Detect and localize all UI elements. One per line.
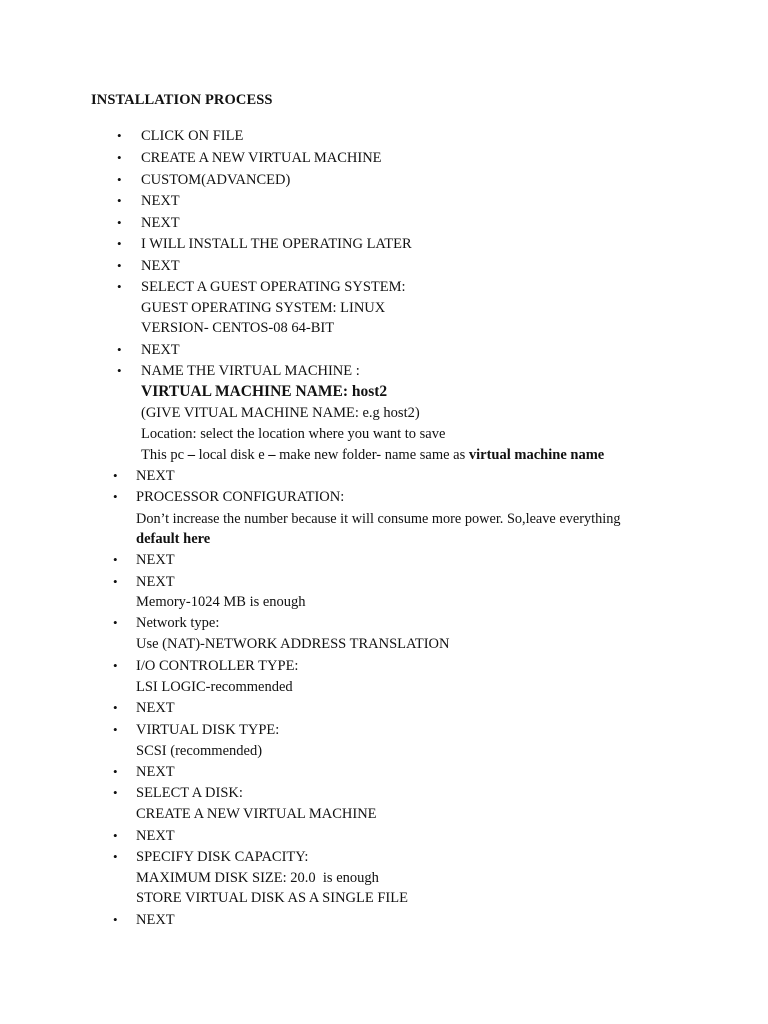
bullet-marker: •	[113, 764, 118, 779]
bullet-marker: •	[117, 193, 122, 208]
step-specify-capacity: SPECIFY DISK CAPACITY:	[136, 849, 309, 865]
step-click-file: CLICK ON FILE	[141, 128, 244, 144]
step-next: NEXT	[136, 468, 175, 484]
max-size-line: MAXIMUM DISK SIZE: 20.0 is enough	[136, 870, 379, 886]
guest-os-line: GUEST OPERATING SYSTEM: LINUX	[141, 300, 386, 316]
step-create-vm: CREATE A NEW VIRTUAL MACHINE	[141, 150, 382, 166]
bullet-marker: •	[113, 785, 118, 800]
path-line	[141, 446, 604, 464]
path-dash: –	[187, 447, 195, 463]
nat-line: Use (NAT)-NETWORK ADDRESS TRANSLATION	[136, 636, 450, 652]
step-next: NEXT	[136, 912, 175, 928]
step-processor-config: PROCESSOR CONFIGURATION:	[136, 489, 345, 505]
bullet-marker: •	[113, 912, 118, 927]
scsi-line: SCSI (recommended)	[136, 743, 263, 759]
bullet-marker: •	[113, 574, 118, 589]
bullet-marker: •	[113, 468, 118, 483]
path-make-folder: make new folder- name same as	[275, 447, 469, 463]
bullet-marker: •	[117, 342, 122, 357]
bullet-marker: •	[113, 658, 118, 673]
bullet-marker: •	[117, 236, 122, 251]
bullet-marker: •	[113, 489, 118, 504]
bullet-marker: •	[113, 615, 118, 630]
step-next: NEXT	[141, 215, 180, 231]
step-next: NEXT	[136, 764, 175, 780]
step-select-disk: SELECT A DISK:	[136, 785, 243, 801]
step-next: NEXT	[136, 700, 175, 716]
step-select-guest-os: SELECT A GUEST OPERATING SYSTEM:	[141, 279, 406, 295]
step-network-type: Network type:	[136, 615, 220, 631]
bullet-marker: •	[113, 722, 118, 737]
processor-note: Don’t increase the number because it will consume more power. So,leave everything	[136, 511, 621, 527]
path-this-pc: This pc	[141, 447, 188, 463]
step-next: NEXT	[136, 574, 175, 590]
step-name-vm: NAME THE VIRTUAL MACHINE :	[141, 363, 360, 379]
bullet-marker: •	[117, 258, 122, 273]
bullet-marker: •	[113, 552, 118, 567]
bullet-marker: •	[117, 172, 122, 187]
create-vm-line: CREATE A NEW VIRTUAL MACHINE	[136, 806, 377, 822]
location-line: Location: select the location where you want to save	[141, 426, 446, 442]
document-title: INSTALLATION PROCESS	[91, 92, 273, 108]
path-dash: –	[268, 447, 276, 463]
step-next: NEXT	[136, 552, 175, 568]
version-line: VERSION- CENTOS-08 64-BIT	[141, 320, 335, 336]
vm-name-line: VIRTUAL MACHINE NAME: host2	[141, 383, 388, 400]
bullet-marker: •	[113, 700, 118, 715]
step-next: NEXT	[136, 828, 175, 844]
bullet-marker: •	[117, 279, 122, 294]
bullet-marker: •	[117, 150, 122, 165]
bullet-marker: •	[113, 828, 118, 843]
step-io-controller: I/O CONTROLLER TYPE:	[136, 658, 299, 674]
bullet-marker: •	[117, 363, 122, 378]
bullet-marker: •	[117, 128, 122, 143]
bullet-marker: •	[113, 849, 118, 864]
step-next: NEXT	[141, 258, 180, 274]
step-custom: CUSTOM(ADVANCED)	[141, 172, 291, 188]
vm-name-bold: virtual machine name	[468, 447, 605, 463]
step-next: NEXT	[141, 342, 180, 358]
step-virtual-disk-type: VIRTUAL DISK TYPE:	[136, 722, 280, 738]
bullet-marker: •	[117, 215, 122, 230]
path-local-disk: local disk e	[194, 447, 269, 463]
memory-line: Memory-1024 MB is enough	[136, 594, 306, 610]
lsi-line: LSI LOGIC-recommended	[136, 679, 293, 695]
default-here: default here	[136, 531, 211, 547]
store-single-line: STORE VIRTUAL DISK AS A SINGLE FILE	[136, 890, 408, 906]
give-name-line: (GIVE VITUAL MACHINE NAME: e.g host2)	[141, 405, 420, 421]
step-next: NEXT	[141, 193, 180, 209]
step-install-later: I WILL INSTALL THE OPERATING LATER	[141, 236, 412, 252]
